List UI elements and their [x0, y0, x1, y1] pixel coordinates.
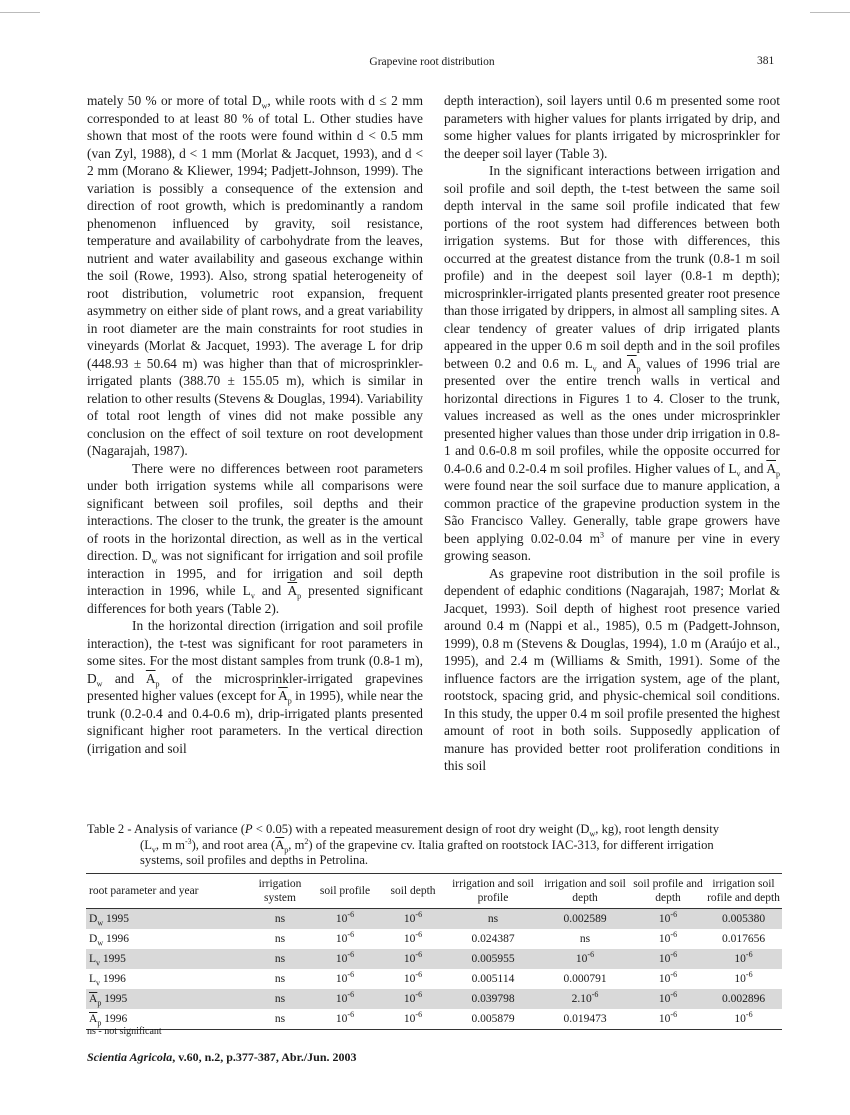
table-cell: $10^{-6}$ — [658, 930, 678, 945]
col-header: soil profile — [319, 885, 371, 897]
table-cell: $10^{-6}$ — [734, 970, 753, 985]
table-cell: 0.017656 — [721, 933, 766, 945]
crop-mark-left — [0, 12, 40, 13]
table-cell: $10^{-6}$ — [734, 950, 753, 965]
table-cell: 0.002589 — [563, 913, 607, 925]
crop-mark-right — [810, 12, 850, 13]
table-cell: $10^{-6}$ — [335, 930, 355, 945]
left-paragraph-3: In the horizontal direction (irrigation and soil profile interaction), the t-test was significant for root parameters in some sites. For the most distant samples from trunk (0.8-1 m), $D_w$ and $\overline{A}_p$ of the microsprinkler-irrigated grapevines presented higher values (except for $\overline{A}_p$ in 1995), while near the trunk (0.2-0.4 and 0.4-0.6 m), drip-irrigated plants presented significant higher root parameters. In the vertical direction (irrigation and soil — [87, 618, 423, 756]
running-title: Grapevine root distribution — [369, 56, 495, 68]
row-parameter: $L_v$ 1995 — [89, 953, 126, 968]
table-cell: ns — [274, 933, 286, 945]
row-parameter: $D_w$ 1996 — [89, 933, 129, 948]
table-cell: $10^{-6}$ — [403, 950, 423, 965]
col-header: irrigation and soil profile — [452, 878, 534, 904]
col-header: root parameter and year — [89, 885, 199, 897]
table-cell: 0.019473 — [563, 1013, 607, 1025]
table-cell: ns — [579, 933, 591, 945]
right-paragraph-2: In the significant interactions between irrigation and soil profile and soil depth, the t-test between the same soil depth interval in the same soil profile indicated that few portions of the root system had differences between both irrigation systems. But for those with differences, this occurred at the greatest distance from the trunk (0.8-1 m soil profile) and in the deepest soil layer (0.8-1 m depth); microsprinkler-irrigated plants presented greater root presence than those irrigated by drippers, in almost all sampling sites. A clear tendency of greater values of drip irrigated plants appeared in the upper 0.6 m soil depth and in the soil profiles between 0.2 and 0.6 m. $L_v$ and $\overline{A}_p$ values of 1996 trial are presented over the entire trench walls in vertical and horizontal directions in Figures 1 to 4. Closer to the trunk, values increased as well as the ones under microsprinkler presented higher values than those under drip irrigation in 0.8-1 and 0.6-0.8 m soil profiles, while the opposite occurred for 0.4-0.6 and 0.2-0.4 m soil profiles. Higher values of $L_v$ and $\overline{A}_p$ were found near the soil surface due to manure application, a common practice of the grapevine production system in the São Francisco Valley. Generally, table grape growers have been applying 0.02-0.04 $m^3$ of manure per vine in every growing season. — [444, 163, 780, 563]
table-row — [86, 1009, 782, 1030]
table-cell: $10^{-6}$ — [335, 950, 355, 965]
row-parameter: $\overline{A}_p$ 1996 — [89, 1013, 128, 1028]
col-header: soil profile and depth — [633, 878, 703, 904]
table-cell: ns — [274, 913, 286, 925]
table-cell: $10^{-6}$ — [403, 910, 423, 925]
table-cell: $10^{-6}$ — [658, 970, 678, 985]
table-cell: ns — [274, 973, 286, 985]
table-cell: 0.000791 — [563, 973, 607, 985]
col-header: irrigation and soil depth — [544, 878, 626, 904]
table-cell: $10^{-6}$ — [658, 950, 678, 965]
table-cell: 0.005879 — [471, 1013, 515, 1025]
table-row — [86, 909, 782, 930]
table-cell: ns — [274, 953, 286, 965]
table-cell: $10^{-6}$ — [335, 990, 355, 1005]
row-parameter: $D_w$ 1995 — [89, 913, 129, 928]
table-row — [86, 989, 782, 1009]
col-header: irrigation soil rofile and depth — [707, 878, 780, 904]
right-column — [444, 92, 780, 775]
left-column — [87, 92, 423, 757]
table-cell: $10^{-6}$ — [403, 1010, 423, 1025]
table-cell: $10^{-6}$ — [658, 990, 678, 1005]
table-cell: $10^{-6}$ — [403, 970, 423, 985]
table-caption: Table 2 - Analysis of variance (P < 0.05) with a repeated measurement design of root dry weight ($D_w$, kg), root length density ($L_v$, m $m^{-3}$), and root area ($\overline{A}_p$, $m^2$) of the grapevine cv. Italia grafted on rootstock IAC-313, for different irrigation systems, soil profiles and depths in Petrolina. — [87, 822, 720, 867]
table-row — [86, 969, 782, 989]
table-note: ns - not significant — [87, 1026, 162, 1037]
left-paragraph-2: There were no differences between root parameters under both irrigation systems while all comparisons were significant between soil profiles, soil depths and their interactions. The closer to the trunk, the greater is the amount of roots in the horizontal direction, as well as in the vertical direction. $D_w$ was not significant for irrigation and soil profile interaction in 1995, and for irrigation and soil depth interaction in 1996, while $L_v$ and $\overline{A}_p$ presented significant differences for both years (Table 2). — [87, 460, 423, 616]
table-cell: $10^{-6}$ — [658, 1010, 678, 1025]
table-cell: 0.005380 — [721, 913, 766, 925]
table-cell: 0.002896 — [721, 993, 766, 1005]
journal-footer: Scientia Agricola, v.60, n.2, p.377-387, Abr./Jun. 2003 — [87, 1050, 357, 1064]
table-row — [86, 929, 782, 949]
table-cell: 0.039798 — [471, 993, 515, 1005]
anova-table — [86, 873, 782, 1030]
left-paragraph-1: mately 50 % or more of total $D_w$, while roots with d ≤ 2 mm corresponded to at least 80 % of total L. Other studies have shown that most of the roots were found within d < 0.5 mm (van Zyl, 1988), d < 1 mm (Morlat & Jacquet, 1993), and d < 2 mm (Morano & Kliewer, 1994; Padjett-Johnson, 1999). The variation is possibly a consequence of the extension and direction of root growth, which is predominantly a random phenomenon influenced by gravity, soil resistance, temperature and availability of carbohydrate from the leaves, nutrient and water availability and gaseous exchange within the soil (Rowe, 1993). Also, strong spatial heterogeneity of root distribution, volumetric root expansion, frequent asymmetry on either side of plant rows, and a great variability in root diameter are the main constraints for root studies in vineyards (Morlat & Jacquet, 1993). The average L for drip (448.93 ± 50.64 m) was higher than that of microsprinkler-irrigated plants (388.70 ± 155.05 m), which is similar in relation to other results (Stevens & Douglas, 1994). Variability of total root length of vines did not make possible any conclusion on the effect of soil texture on root development (Nagarajah, 1987). — [87, 93, 423, 458]
table-cell: $10^{-6}$ — [403, 930, 423, 945]
table-header-row — [86, 874, 782, 909]
table-cell: $10^{-6}$ — [335, 970, 355, 985]
table-cell: $10^{-6}$ — [403, 990, 423, 1005]
right-paragraph-1: depth interaction), soil layers until 0.6 m presented some root parameters with higher values for plants irrigated by drip, and some higher values for plants irrigated by microsprinkler for the deeper soil layer (Table 3). — [444, 93, 780, 161]
table-cell: $2.10^{-6}$ — [571, 990, 599, 1005]
table-cell: ns — [274, 1013, 286, 1025]
table-row — [86, 949, 782, 969]
table-cell: 0.024387 — [471, 933, 515, 945]
table-cell: $10^{-6}$ — [658, 910, 678, 925]
col-header: soil depth — [390, 885, 436, 897]
table-cell: $10^{-6}$ — [575, 950, 595, 965]
col-header: irrigation system — [258, 878, 302, 904]
row-parameter: $L_v$ 1996 — [89, 973, 126, 988]
right-paragraph-3: As grapevine root distribution in the soil profile is dependent of edaphic conditions (Nagarajah, 1987; Morlat & Jacquet, 1993). Soil depth of highest root presence varied around 0.4 m (Nappi et al., 1985), 0.5 m (Padgett-Johnson, 1999), 0.8 m (Stevens & Douglas, 1994), 1.0 m (Araújo et al., 1995), and 2.4 m (Williams & Smith, 1991). Some of the influence factors are the irrigation system, age of the plant, rootstock, spacing grid, and physic-chemical soil conditions. In this study, the upper 0.4 m soil profile presented the highest amount of root in both soils. Supposedly application of manure has provided better root proliferation conditions in this soil — [444, 565, 780, 773]
table-cell: ns — [274, 993, 286, 1005]
row-parameter: $\overline{A}_p$ 1995 — [89, 993, 128, 1008]
table-cell: $10^{-6}$ — [335, 910, 355, 925]
table-cell: $10^{-6}$ — [335, 1010, 355, 1025]
table-cell: $10^{-6}$ — [734, 1010, 753, 1025]
table-cell: 0.005114 — [471, 973, 515, 985]
table-cell: ns — [487, 913, 499, 925]
table-cell: 0.005955 — [471, 953, 515, 965]
page-number: 381 — [757, 55, 775, 67]
